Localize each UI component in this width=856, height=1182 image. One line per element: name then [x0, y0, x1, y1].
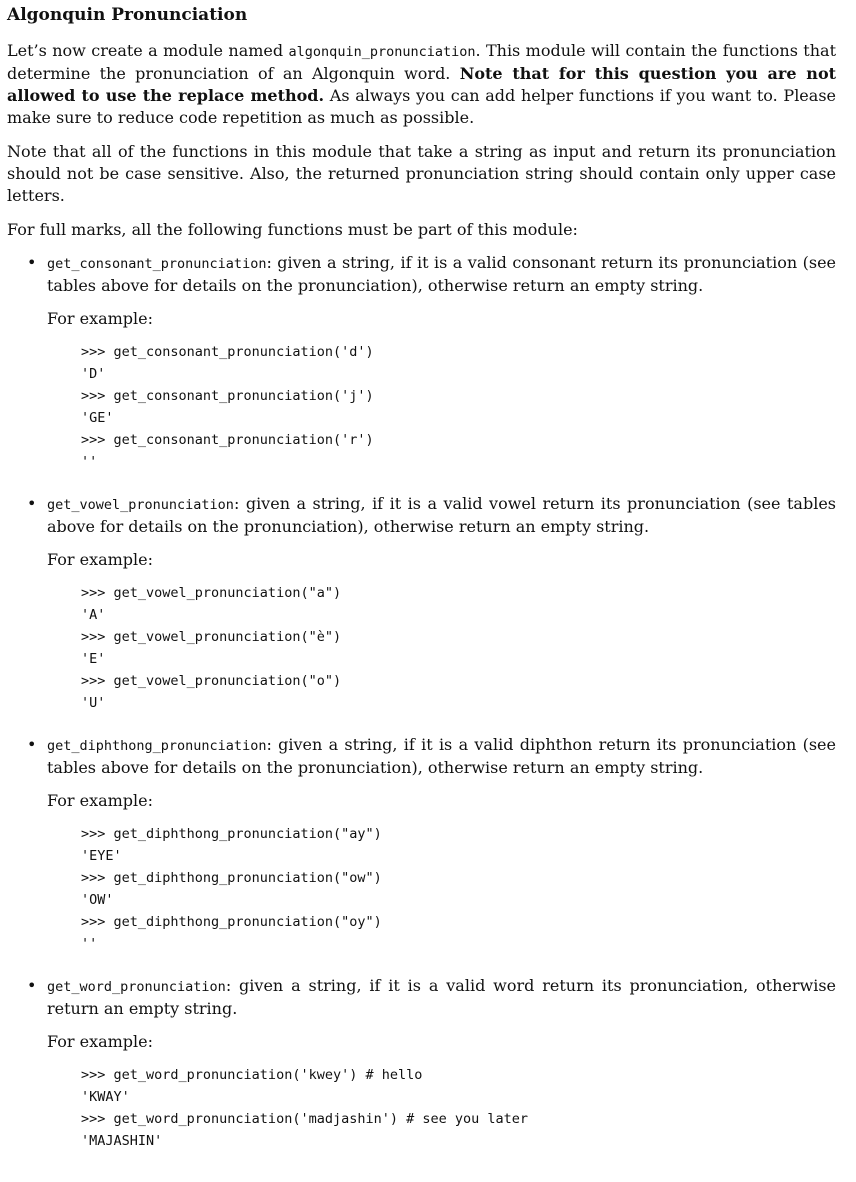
code-line: >>> get_consonant_pronunciation('j')	[81, 388, 374, 404]
code-line: >>> get_consonant_pronunciation('r')	[81, 432, 374, 448]
function-name: get_diphthong_pronunciation	[47, 738, 267, 754]
bullet-icon: •	[27, 976, 37, 995]
function-list	[7, 252, 836, 1152]
code-line: >>> get_diphthong_pronunciation("ay")	[81, 826, 382, 842]
intro-text-3: As always you can add helper functions if you want to. Please make sure to reduce code repetition as much as possible.	[7, 86, 836, 127]
full-marks-paragraph: For full marks, all the following functions must be part of this module:	[7, 220, 578, 239]
function-name: get_consonant_pronunciation	[47, 256, 267, 272]
code-line: 'EYE'	[81, 848, 122, 864]
code-line: >>> get_word_pronunciation('madjashin') # see you later	[81, 1111, 529, 1127]
code-line: >>> get_vowel_pronunciation("a")	[81, 585, 342, 601]
code-example	[81, 582, 836, 714]
intro-text-1: Let’s now create a module named	[7, 41, 289, 60]
function-item-vowel	[7, 493, 836, 714]
document-page	[7, 0, 836, 1152]
function-name: get_word_pronunciation	[47, 979, 226, 995]
code-line: 'KWAY'	[81, 1089, 130, 1105]
function-description	[47, 252, 836, 297]
function-item-diphthong	[7, 734, 836, 955]
function-desc-text: : given a string, if it is a valid consonant return its pronunciation (see tables above for details on the pronunciation), otherwise return an empty string.	[47, 253, 836, 295]
module-name: algonquin_pronunciation	[288, 44, 476, 60]
for-example-label: For example:	[47, 550, 154, 569]
function-description	[47, 734, 836, 779]
function-desc-text: : given a string, if it is a valid diphthon return its pronunciation (see tables above for details on the pronunciation), otherwise return an empty string.	[47, 735, 836, 777]
for-example-label: For example:	[47, 791, 154, 810]
bullet-icon: •	[27, 494, 37, 513]
code-example	[81, 341, 836, 473]
code-line: >>> get_consonant_pronunciation('d')	[81, 344, 374, 360]
section-title: Algonquin Pronunciation	[7, 5, 248, 25]
code-line: >>> get_diphthong_pronunciation("oy")	[81, 914, 382, 930]
function-name: get_vowel_pronunciation	[47, 497, 234, 513]
for-example-label: For example:	[47, 1032, 154, 1051]
code-line: 'A'	[81, 607, 106, 623]
code-example	[81, 1064, 836, 1152]
function-description	[47, 493, 836, 538]
bullet-icon: •	[27, 253, 37, 272]
code-line: >>> get_vowel_pronunciation("è")	[81, 629, 342, 645]
code-line: 'OW'	[81, 892, 114, 908]
code-line: ''	[81, 936, 98, 952]
intro-paragraph	[7, 40, 836, 129]
code-line: 'E'	[81, 651, 106, 667]
function-desc-text: : given a string, if it is a valid vowel return its pronunciation (see tables above for details on the pronunciation), otherwise return an empty string.	[47, 494, 836, 536]
note-paragraph: Note that all of the functions in this module that take a string as input and return its pronunciation should not be case sensitive. Also, the returned pronunciation string should contain only upper case letters.	[7, 142, 836, 205]
code-line: 'D'	[81, 366, 106, 382]
code-line: 'U'	[81, 695, 106, 711]
function-description	[47, 975, 836, 1020]
code-line: ''	[81, 454, 98, 470]
code-line: 'GE'	[81, 410, 114, 426]
code-line: 'MAJASHIN'	[81, 1133, 163, 1149]
for-example-label: For example:	[47, 309, 154, 328]
function-desc-text: : given a string, if it is a valid word return its pronunciation, otherwise return an empty string.	[47, 976, 836, 1018]
code-line: >>> get_vowel_pronunciation("o")	[81, 673, 342, 689]
intro-bold-note: Note that for this question you are not allowed to use the replace method.	[7, 64, 837, 105]
function-item-word	[7, 975, 836, 1152]
function-item-consonant	[7, 252, 836, 473]
code-example	[81, 823, 836, 955]
intro-text-2: . This module will contain the functions that determine the pronunciation of an Algonquin word.	[7, 41, 837, 83]
code-line: >>> get_diphthong_pronunciation("ow")	[81, 870, 382, 886]
code-line: >>> get_word_pronunciation('kwey') # hello	[81, 1067, 423, 1083]
bullet-icon: •	[27, 735, 37, 754]
